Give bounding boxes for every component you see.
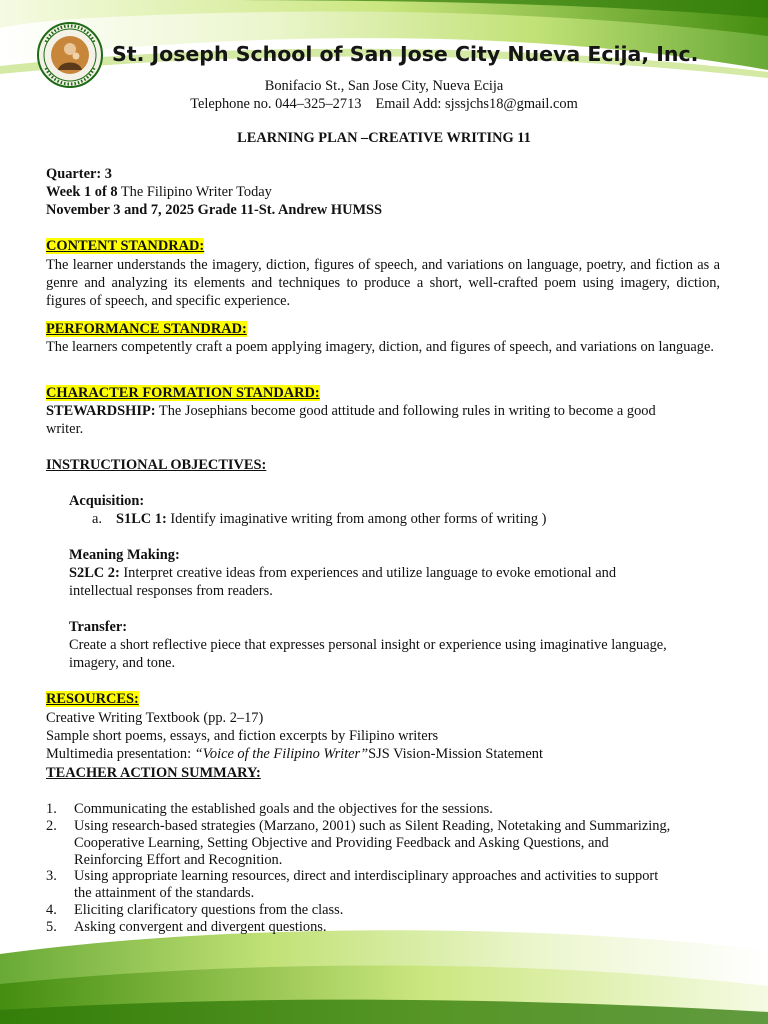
acquisition-label: Acquisition: — [69, 493, 145, 509]
transfer-line: Create a short reflective piece that expresses personal insight or experience using imaginative language, — [69, 637, 667, 653]
quarter: Quarter: 3 — [46, 166, 112, 182]
multimedia-title: “Voice of the Filipino Writer” — [194, 746, 369, 762]
resource-item: Creative Writing Textbook (pp. 2–17) — [46, 710, 264, 726]
resource-multimedia: Multimedia presentation: “Voice of the Filipino Writer”SJS Vision-Mission Statement — [46, 746, 543, 762]
meaning-making-line: S2LC 2: Interpret creative ideas from experiences and utilize language to evoke emotional and — [69, 565, 617, 581]
acquisition-code: S1LC 1: — [116, 511, 167, 527]
teacher-action-heading: TEACHER ACTION SUMMARY: — [46, 765, 261, 781]
week-topic: The Filipino Writer Today — [117, 184, 272, 200]
stewardship-label: STEWARDSHIP: — [46, 403, 156, 419]
stewardship-line: STEWARDSHIP: The Josephians become good attitude and following rules in writing to become a good — [46, 403, 656, 419]
acquisition-item: a. S1LC 1: Identify imaginative writing from among other forms of writing ) — [92, 511, 547, 527]
week-label: Week 1 of 8 — [46, 184, 118, 200]
telephone: Telephone no. 044–325–2713 — [190, 96, 362, 112]
content-standard-heading: CONTENT STANDRAD: — [46, 238, 205, 254]
email: Email Add: sjssjchs18@gmail.com — [375, 96, 578, 112]
meaning-making-code: S2LC 2: — [69, 565, 120, 581]
list-marker: a. — [92, 511, 102, 527]
stewardship-line-2: writer. — [46, 421, 84, 437]
resources-heading: RESOURCES: — [46, 691, 139, 707]
date-line: November 3 and 7, 2025 Grade 11-St. Andrew HUMSS — [46, 202, 383, 218]
school-contact — [0, 95, 768, 113]
character-standard-heading: CHARACTER FORMATION STANDARD: — [46, 385, 320, 401]
school-address: Bonifacio St., San Jose City, Nueva Ecija — [264, 78, 504, 94]
content-standard-body: The learner understands the imagery, diction, figures of speech, and variations on language, poetry, and fiction as a genre and analyzing its elements and techniques to produce a short, well-crafted poem using imagery, diction, figures of speech, and specific experience. — [46, 257, 720, 309]
instructional-objectives-heading: INSTRUCTIONAL OBJECTIVES: — [46, 457, 267, 473]
school-name: St. Joseph School of San Jose City Nueva Ecija, Inc. — [112, 42, 699, 66]
week-line — [46, 183, 272, 201]
meaning-making-line-2: intellectual responses from readers. — [69, 583, 273, 599]
performance-standard-heading: PERFORMANCE STANDRAD: — [46, 321, 247, 337]
learning-plan-title: LEARNING PLAN –CREATIVE WRITING 11 — [237, 130, 531, 146]
transfer-label: Transfer: — [69, 619, 128, 635]
performance-standard-body: The learners competently craft a poem applying imagery, diction, and figures of speech, and variations on language. — [46, 339, 714, 355]
resource-item: Sample short poems, essays, and fiction excerpts by Filipino writers — [46, 728, 439, 744]
meaning-making-label: Meaning Making: — [69, 547, 180, 563]
transfer-line-2: imagery, and tone. — [69, 655, 176, 671]
